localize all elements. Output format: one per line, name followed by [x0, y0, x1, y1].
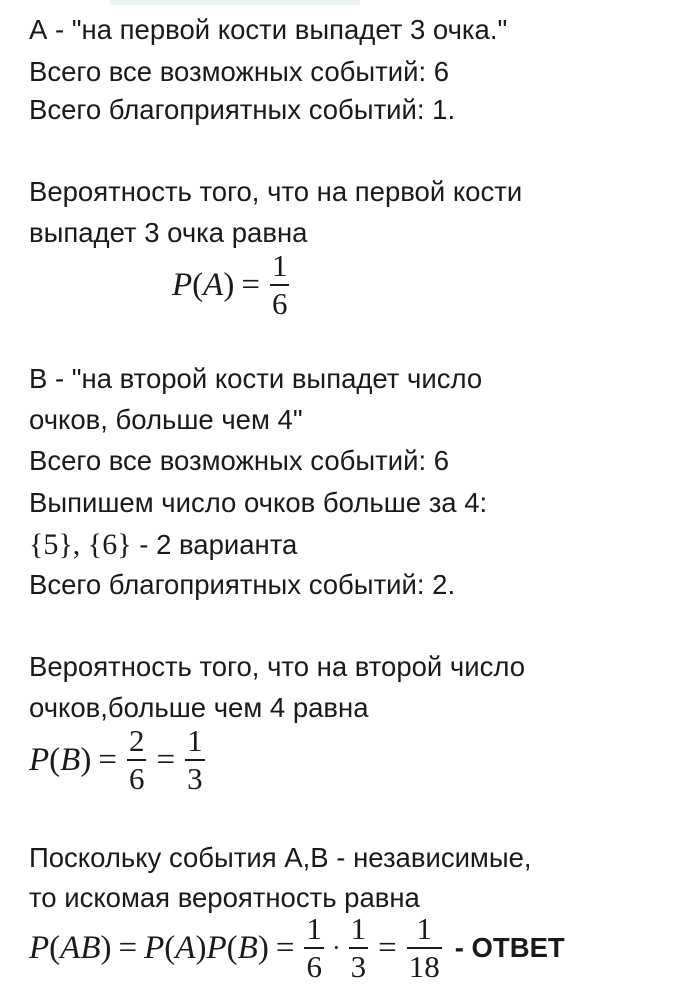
text-event-b-1: В - "на второй кости выпадет число: [29, 363, 483, 394]
text-favorable-a: Всего благоприятных событий: 1.: [29, 94, 456, 125]
text-required-probability: то искомая вероятность равна: [29, 882, 420, 913]
text-total-outcomes-b: Всего все возможных событий: 6: [29, 445, 450, 476]
text-outcome-sets: {5}, {6} - 2 варианта: [29, 528, 298, 561]
text-event-a: А - "на первой кости выпадет 3 очка.": [29, 14, 508, 45]
text-event-b-2: очков, больше чем 4": [29, 404, 303, 435]
text-probability-a-1: Вероятность того, что на первой кости: [29, 176, 523, 207]
top-highlight-bar: [110, 0, 360, 5]
text-independence: Поскольку события А,В - независимые,: [29, 842, 532, 873]
text-probability-a-2: выпадет 3 очка равна: [29, 217, 308, 248]
text-probability-b-2: очков,больше чем 4 равна: [29, 692, 369, 723]
answer-label: - ОТВЕТ: [454, 932, 565, 963]
formula-p-a: P(A) = $\frac{1}{6}$: [172, 248, 288, 321]
text-total-outcomes-a: Всего все возможных событий: 6: [29, 56, 450, 87]
text-favorable-b: Всего благоприятных событий: 2.: [29, 569, 456, 600]
formula-p-b: P(B) = $\frac{2}{6}$ = $\frac{1}{3}$: [29, 723, 203, 796]
formula-p-ab: P(AB) = P(A)P(B) = $\frac{1}{6}$ · $\frac{1}{3}$ = $\frac{1}{18}$ - ОТВЕТ: [29, 911, 565, 984]
text-list-outcomes: Выпишем число очков больше за 4:: [29, 487, 488, 518]
text-probability-b-1: Вероятность того, что на второй число: [29, 651, 526, 682]
